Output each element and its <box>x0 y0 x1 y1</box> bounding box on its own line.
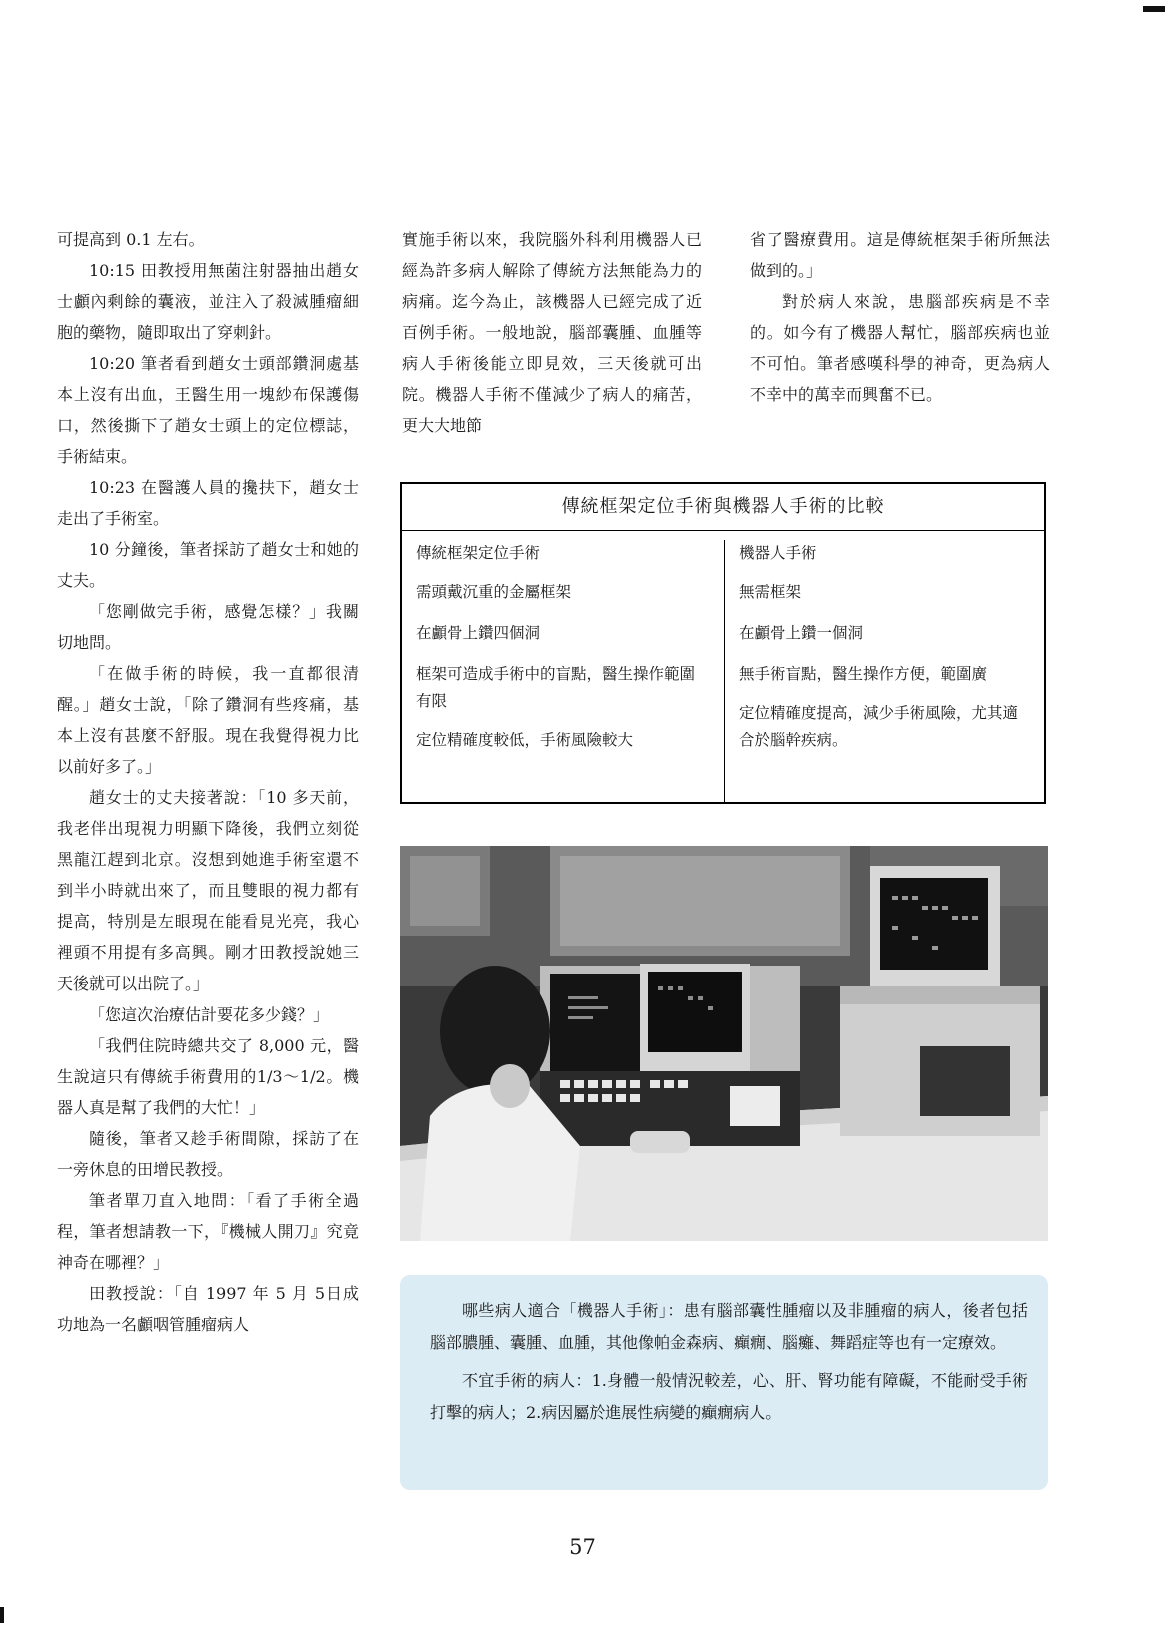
paragraph: 「您剛做完手術，感覺怎樣？」我關切地問。 <box>57 602 359 652</box>
comparison-table <box>400 482 1046 804</box>
crop-mark <box>0 1607 4 1623</box>
paragraph: 可提高到 0.1 左右。 <box>57 230 205 249</box>
paragraph: 對於病人來說，患腦部疾病是不幸的。如今有了機器人幫忙，腦部疾病也並不可怕。筆者感嘆科學的神奇，更為病人不幸中的萬幸而興奮不已。 <box>750 292 1050 404</box>
paragraph: 隨後，筆者又趁手術間隙，採訪了在一旁休息的田增民教授。 <box>57 1129 359 1179</box>
right-column <box>750 224 1050 410</box>
comparison-item: 無需框架 <box>739 583 802 601</box>
crop-mark <box>1143 6 1165 12</box>
comparison-item: 在顱骨上鑽四個洞 <box>416 624 541 642</box>
comparison-column-traditional <box>402 540 725 802</box>
comparison-item: 框架可造成手術中的盲點，醫生操作範圍有限 <box>416 665 696 710</box>
operator-at-console-photo <box>400 846 1048 1241</box>
paragraph: 「您這次治療估計要花多少錢？」 <box>89 1005 330 1024</box>
info-text <box>430 1295 1028 1429</box>
paragraph: 「在做手術的時候，我一直都很清醒。」趙女士說，「除了鑽洞有些疼痛，基本上沒有甚麼不舒服。現在我覺得視力比以前好多了。」 <box>57 664 359 776</box>
info-paragraph: 哪些病人適合「機器人手術」：患有腦部囊性腫瘤以及非腫瘤的病人，後者包括腦部膿腫、囊腫、血腫，其他像帕金森病、癲癇、腦癱、舞蹈症等也有一定療效。 <box>430 1301 1028 1352</box>
paragraph: 筆者單刀直入地問：「看了手術全過程，筆者想請教一下，『機械人開刀』究竟神奇在哪裡？」 <box>57 1191 359 1272</box>
left-column <box>57 224 359 1340</box>
comparison-title: 傳統框架定位手術與機器人手術的比較 <box>402 484 1044 531</box>
comparison-item: 在顱骨上鑽一個洞 <box>739 624 864 642</box>
paragraph: 10:20 筆者看到趙女士頭部鑽洞處基本上沒有出血，王醫生用一塊紗布保護傷口，然後撕下了趙女士頭上的定位標誌，手術結束。 <box>57 354 359 466</box>
paragraph: 10:23 在醫護人員的攙扶下，趙女士走出了手術室。 <box>57 478 359 528</box>
paragraph: 10 分鐘後，筆者採訪了趙女士和她的丈夫。 <box>57 540 359 590</box>
comparison-item: 定位精確度較低，手術風險較大 <box>416 731 634 749</box>
comparison-item: 無手術盲點，醫生操作方便，範圍廣 <box>739 665 988 683</box>
paragraph: 10:15 田教授用無菌注射器抽出趙女士顱內剩餘的囊液，並注入了殺滅腫瘤細胞的藥物，隨即取出了穿刺針。 <box>57 261 359 342</box>
paragraph: 趙女士的丈夫接著說：「10 多天前，我老伴出現視力明顯下降後，我們立刻從黑龍江趕到北京。沒想到她進手術室還不到半小時就出來了，而且雙眼的視力都有提高，特別是左眼現在能看見光亮，我心裡頭不用提有多高興。剛才田教授說她三天後就可以出院了。」 <box>57 788 359 993</box>
comparison-header: 機器人手術 <box>739 544 817 562</box>
patient-suitability-box <box>400 1275 1048 1490</box>
comparison-item: 需頭戴沉重的金屬框架 <box>416 583 572 601</box>
paragraph: 實施手術以來，我院腦外科利用機器人已經為許多病人解除了傳統方法無能為力的病痛。迄今為止，該機器人已經完成了近百例手術。一般地說，腦部囊腫、血腫等病人手術後能立即見效，三天後就可出院。機器人手術不僅減少了病人的痛苦，更大大地節 <box>402 230 702 435</box>
paragraph: 「我們住院時總共交了 8,000 元，醫生說這只有傳統手術費用的1/3～1/2。機器人真是幫了我們的大忙！」 <box>57 1036 359 1117</box>
comparison-column-robot <box>725 540 1044 802</box>
info-paragraph: 不宜手術的病人：1.身體一般情況較差，心、肝、腎功能有障礙，不能耐受手術打擊的病人；2.病因屬於進展性病變的癲癇病人。 <box>430 1371 1028 1422</box>
comparison-header: 傳統框架定位手術 <box>416 544 541 562</box>
page-number: 57 <box>569 1535 596 1559</box>
comparison-item: 定位精確度提高，減少手術風險，尤其適合於腦幹疾病。 <box>739 704 1019 749</box>
paragraph: 田教授說：「自 1997 年 5 月 5日成功地為一名顱咽管腫瘤病人 <box>57 1284 359 1334</box>
paragraph: 省了醫療費用。這是傳統框架手術所無法做到的。」 <box>750 230 1050 280</box>
middle-column <box>402 224 702 441</box>
